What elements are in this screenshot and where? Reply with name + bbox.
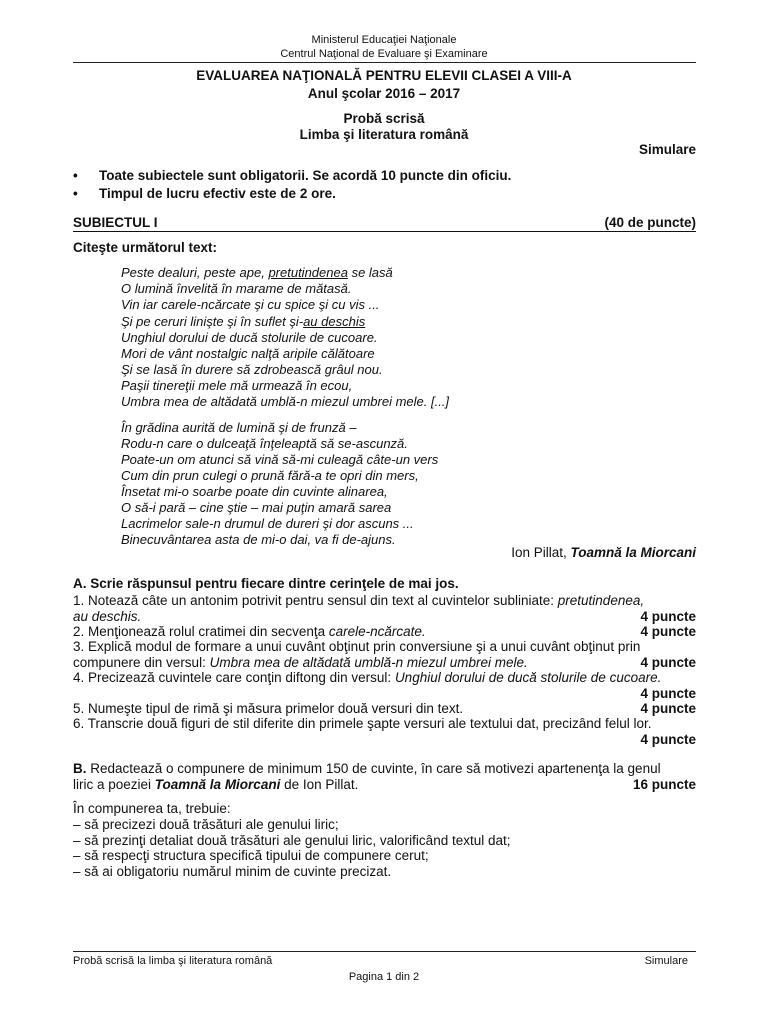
question-points: 4 puncte <box>640 686 696 701</box>
question-text: 3. Explică modul de formare a unui cuvânt obţinut prin conversiune şi a unui cuvânt obţinut prin <box>73 639 641 654</box>
test-type: Probă scrisă <box>343 111 425 126</box>
header-divider <box>73 62 696 63</box>
question-italic: pretutindenea, <box>557 593 645 608</box>
poem-line: În grădina aurită de lumină şi de frunză – <box>121 420 357 435</box>
question-points: 4 puncte <box>640 701 696 716</box>
question-text: 1. Notează câte un antonim potrivit pentru sensul din text al cuvintelor subliniate: <box>73 593 558 608</box>
poem-line: Rodu-n care o dulceaţă înţeleaptă să se-ascunză. <box>121 436 408 451</box>
poem-title: Toamnă la Miorcani <box>154 777 281 792</box>
poem-line: Însetat mi-o soarbe poate din cuvinte alinarea, <box>121 484 388 499</box>
ministry-name: Ministerul Educaţiei Naţionale <box>311 34 457 46</box>
question-points: 4 puncte <box>640 624 696 639</box>
part-b-text: Redactează o compunere de minimum 150 de cuvinte, în care să motivezi apartenenţa la genul <box>86 761 661 776</box>
composition-requirement: – să ai obligatoriu numărul minim de cuvinte precizat. <box>73 864 392 879</box>
question-italic: Umbra mea de altădată umblă-n miezul umbrei mele. <box>209 655 528 670</box>
question-text: 2. Menţionează rolul cratimei din secvenţa <box>73 624 329 639</box>
poem-attribution <box>511 545 696 560</box>
question-text: 4. Precizează cuvintele care conţin diftong din versul: <box>73 670 395 685</box>
question-italic: Unghiul dorului de ducă stolurile de cucoare. <box>394 670 662 685</box>
composition-intro: În compunerea ta, trebuie: <box>73 801 231 816</box>
part-b-text: liric a poeziei <box>73 777 155 792</box>
subject-underline <box>73 231 696 232</box>
composition-requirement: – să precizezi două trăsături ale genului liric; <box>73 817 339 832</box>
footer-left: Probă scrisă la limba şi literatura română <box>73 955 273 967</box>
subject-title: SUBIECTUL I <box>73 215 158 230</box>
question-text <box>73 670 661 685</box>
poem-line <box>121 314 365 329</box>
question-text: 5. Numeşte tipul de rimă şi măsura primelor două versuri din text. <box>73 701 464 716</box>
footer-divider <box>73 951 696 952</box>
part-b-text <box>73 777 358 792</box>
poem-line: Lacrimelor sale-n drumul de dureri şi dor ascuns ... <box>121 516 414 531</box>
question-italic: au deschis. <box>73 609 142 624</box>
part-b-text <box>73 761 661 776</box>
footer-right: Simulare <box>644 955 688 967</box>
question-points: 4 puncte <box>640 655 696 670</box>
poem-line: Vin iar carele-ncărcate şi cu spice şi cu vis ... <box>121 297 380 312</box>
poem-line: Unghiul dorului de ducă stolurile de cucoare. <box>121 330 378 345</box>
poem-line: Paşii tinereţii mele mă urmează în ecou, <box>121 378 353 393</box>
reading-instruction: Citeşte următorul text: <box>73 240 218 255</box>
underlined-word: au deschis <box>303 314 366 329</box>
composition-requirement: – să respecţi structura specifică tipului de compunere cerut; <box>73 848 429 863</box>
poem-text: Peste dealuri, peste ape, <box>121 265 269 280</box>
poem-line: Binecuvântarea asta de mi-o dai, va fi de-ajuns. <box>121 532 396 547</box>
poem-line: Cum din prun culegi o prună fără-a te opri din mers, <box>121 468 419 483</box>
poem-line <box>121 265 393 280</box>
composition-requirement: – să prezinţi detaliat două trăsături ale genului liric, valorificând textul dat; <box>73 833 511 848</box>
poem-text: Şi pe ceruri linişte şi în suflet şi- <box>121 314 304 329</box>
subject-points: (40 de puncte) <box>604 215 696 230</box>
underlined-word: pretutindenea <box>268 265 348 280</box>
part-b-points: 16 puncte <box>632 777 696 792</box>
question-points: 4 puncte <box>640 609 696 624</box>
poem-title: Toamnă la Miorcani <box>570 545 696 560</box>
poem-line: Umbra mea de altădată umblă-n miezul umbrei mele. [...] <box>121 394 450 409</box>
poem-line: O să-i pară – cine ştie – mai puţin amară sarea <box>121 500 392 515</box>
poem-text: se lasă <box>347 265 393 280</box>
poem-line: O lumină învelită în marame de mătasă. <box>121 281 352 296</box>
part-b-label: B. <box>73 761 87 776</box>
subject-name: Limba şi literatura română <box>299 127 469 142</box>
page-number: Pagina 1 din 2 <box>348 971 420 983</box>
exam-title: EVALUAREA NAŢIONALĂ PENTRU ELEVII CLASEI A VIII-A <box>196 68 572 83</box>
question-points: 4 puncte <box>640 732 696 747</box>
question-text <box>73 655 528 670</box>
school-year: Anul şcolar 2016 – 2017 <box>307 86 461 101</box>
question-text: compunere din versul: <box>73 655 210 670</box>
bullet-icon: • <box>73 186 78 201</box>
question-text <box>73 593 644 608</box>
question-text <box>73 624 426 639</box>
poem-line: Poate-un om atunci să vină să-mi culeagă câte-un vers <box>121 452 439 467</box>
part-b-text: de Ion Pillat. <box>280 777 359 792</box>
poem-line: Şi se lasă în durere să zdrobească grâul nou. <box>121 362 383 377</box>
evaluation-center-name: Centrul Naţional de Evaluare şi Examinare <box>280 48 488 60</box>
bullet-icon: • <box>73 168 78 183</box>
rule-text: Timpul de lucru efectiv este de 2 ore. <box>99 186 336 201</box>
part-a-heading: A. Scrie răspunsul pentru fiecare dintre cerinţele de mai jos. <box>73 576 459 591</box>
simulation-label: Simulare <box>638 142 696 157</box>
poem-line: Mori de vânt nostalgic nalţă aripile călătoare <box>121 346 375 361</box>
question-text: 6. Transcrie două figuri de stil diferite din primele şapte versuri ale textului dat, precizând felul lor. <box>73 716 652 731</box>
question-italic: carele-ncărcate. <box>328 624 426 639</box>
rule-text: Toate subiectele sunt obligatorii. Se acordă 10 puncte din oficiu. <box>99 168 512 183</box>
author-name: Ion Pillat, <box>511 545 571 560</box>
